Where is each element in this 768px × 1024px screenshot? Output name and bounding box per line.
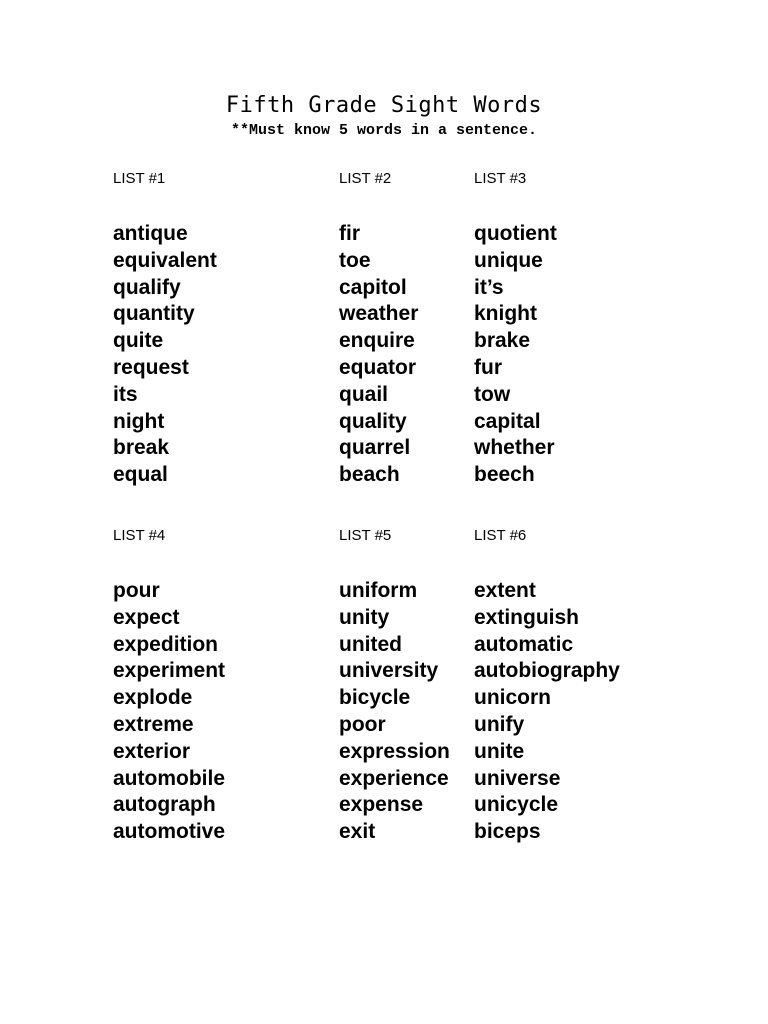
list-item: expense	[339, 793, 424, 817]
list-item: night	[113, 409, 165, 433]
list-item: quotient	[474, 222, 557, 245]
word-list-items	[474, 578, 620, 846]
list-item: tow	[474, 382, 511, 406]
list-item: automatic	[474, 632, 574, 656]
list-item: unite	[474, 739, 525, 763]
list-item: knight	[474, 302, 537, 326]
list-item: expect	[113, 605, 180, 629]
list-item: autograph	[113, 793, 216, 817]
list-item: unify	[474, 712, 525, 736]
list-heading: LIST #3	[474, 170, 527, 187]
list-heading: LIST #2	[339, 170, 392, 187]
list-item: quail	[339, 382, 389, 406]
list-item: request	[113, 355, 189, 379]
list-item: equal	[113, 463, 168, 487]
list-item: enquire	[339, 329, 415, 353]
word-list-1	[113, 170, 217, 489]
list-item: unicycle	[474, 793, 559, 817]
list-item: exterior	[113, 739, 191, 763]
list-item: quite	[113, 329, 164, 353]
list-item: whether	[474, 436, 555, 460]
list-item: antique	[113, 222, 188, 245]
list-item: automobile	[113, 766, 226, 790]
list-item: experience	[339, 766, 449, 790]
list-heading: LIST #4	[113, 527, 166, 544]
list-heading: LIST #1	[113, 170, 166, 187]
list-item: expression	[339, 739, 450, 763]
list-item: break	[113, 436, 170, 460]
list-item: fir	[339, 222, 360, 245]
list-item: automotive	[113, 820, 226, 844]
list-heading: LIST #5	[339, 527, 392, 544]
list-item: pour	[113, 579, 160, 602]
list-item: united	[339, 632, 402, 656]
list-item: unity	[339, 605, 390, 629]
list-item: unique	[474, 248, 543, 272]
list-item: university	[339, 659, 439, 683]
list-item: beach	[339, 463, 400, 487]
list-heading: LIST #6	[474, 527, 527, 544]
list-item: bicycle	[339, 686, 411, 710]
list-item: capital	[474, 409, 541, 433]
list-item: expedition	[113, 632, 219, 656]
list-item: brake	[474, 329, 531, 353]
list-item: biceps	[474, 820, 541, 844]
list-item: capitol	[339, 275, 407, 299]
list-item: equivalent	[113, 248, 217, 272]
list-item: its	[113, 382, 138, 406]
list-item: fur	[474, 355, 502, 379]
word-list-4	[113, 527, 225, 846]
list-item: experiment	[113, 659, 226, 683]
list-item: weather	[339, 302, 419, 326]
list-item: quantity	[113, 302, 195, 326]
list-item: extreme	[113, 712, 194, 736]
list-item: explode	[113, 686, 193, 710]
list-item: extinguish	[474, 605, 580, 629]
list-item: universe	[474, 766, 561, 790]
word-list-items	[339, 578, 450, 846]
word-list-items	[113, 221, 217, 489]
list-item: uniform	[339, 579, 418, 602]
word-list-items	[339, 221, 418, 489]
list-item: autobiography	[474, 659, 620, 683]
page-title: Fifth Grade Sight Words	[225, 93, 543, 118]
list-item: poor	[339, 712, 386, 736]
list-item: toe	[339, 248, 371, 272]
word-list-3	[474, 170, 557, 489]
list-item: quality	[339, 409, 407, 433]
word-list-6	[474, 527, 620, 846]
list-item: it’s	[474, 275, 504, 299]
word-list-2	[339, 170, 418, 489]
list-item: unicorn	[474, 686, 551, 710]
list-item: exit	[339, 820, 376, 844]
list-item: extent	[474, 579, 536, 602]
word-list-items	[474, 221, 557, 489]
word-list-5	[339, 527, 450, 846]
list-item: equator	[339, 355, 417, 379]
list-item: qualify	[113, 275, 181, 299]
word-list-items	[113, 578, 225, 846]
page-subtitle: **Must know 5 words in a sentence.	[230, 122, 538, 139]
list-item: quarrel	[339, 436, 411, 460]
list-item: beech	[474, 463, 535, 487]
